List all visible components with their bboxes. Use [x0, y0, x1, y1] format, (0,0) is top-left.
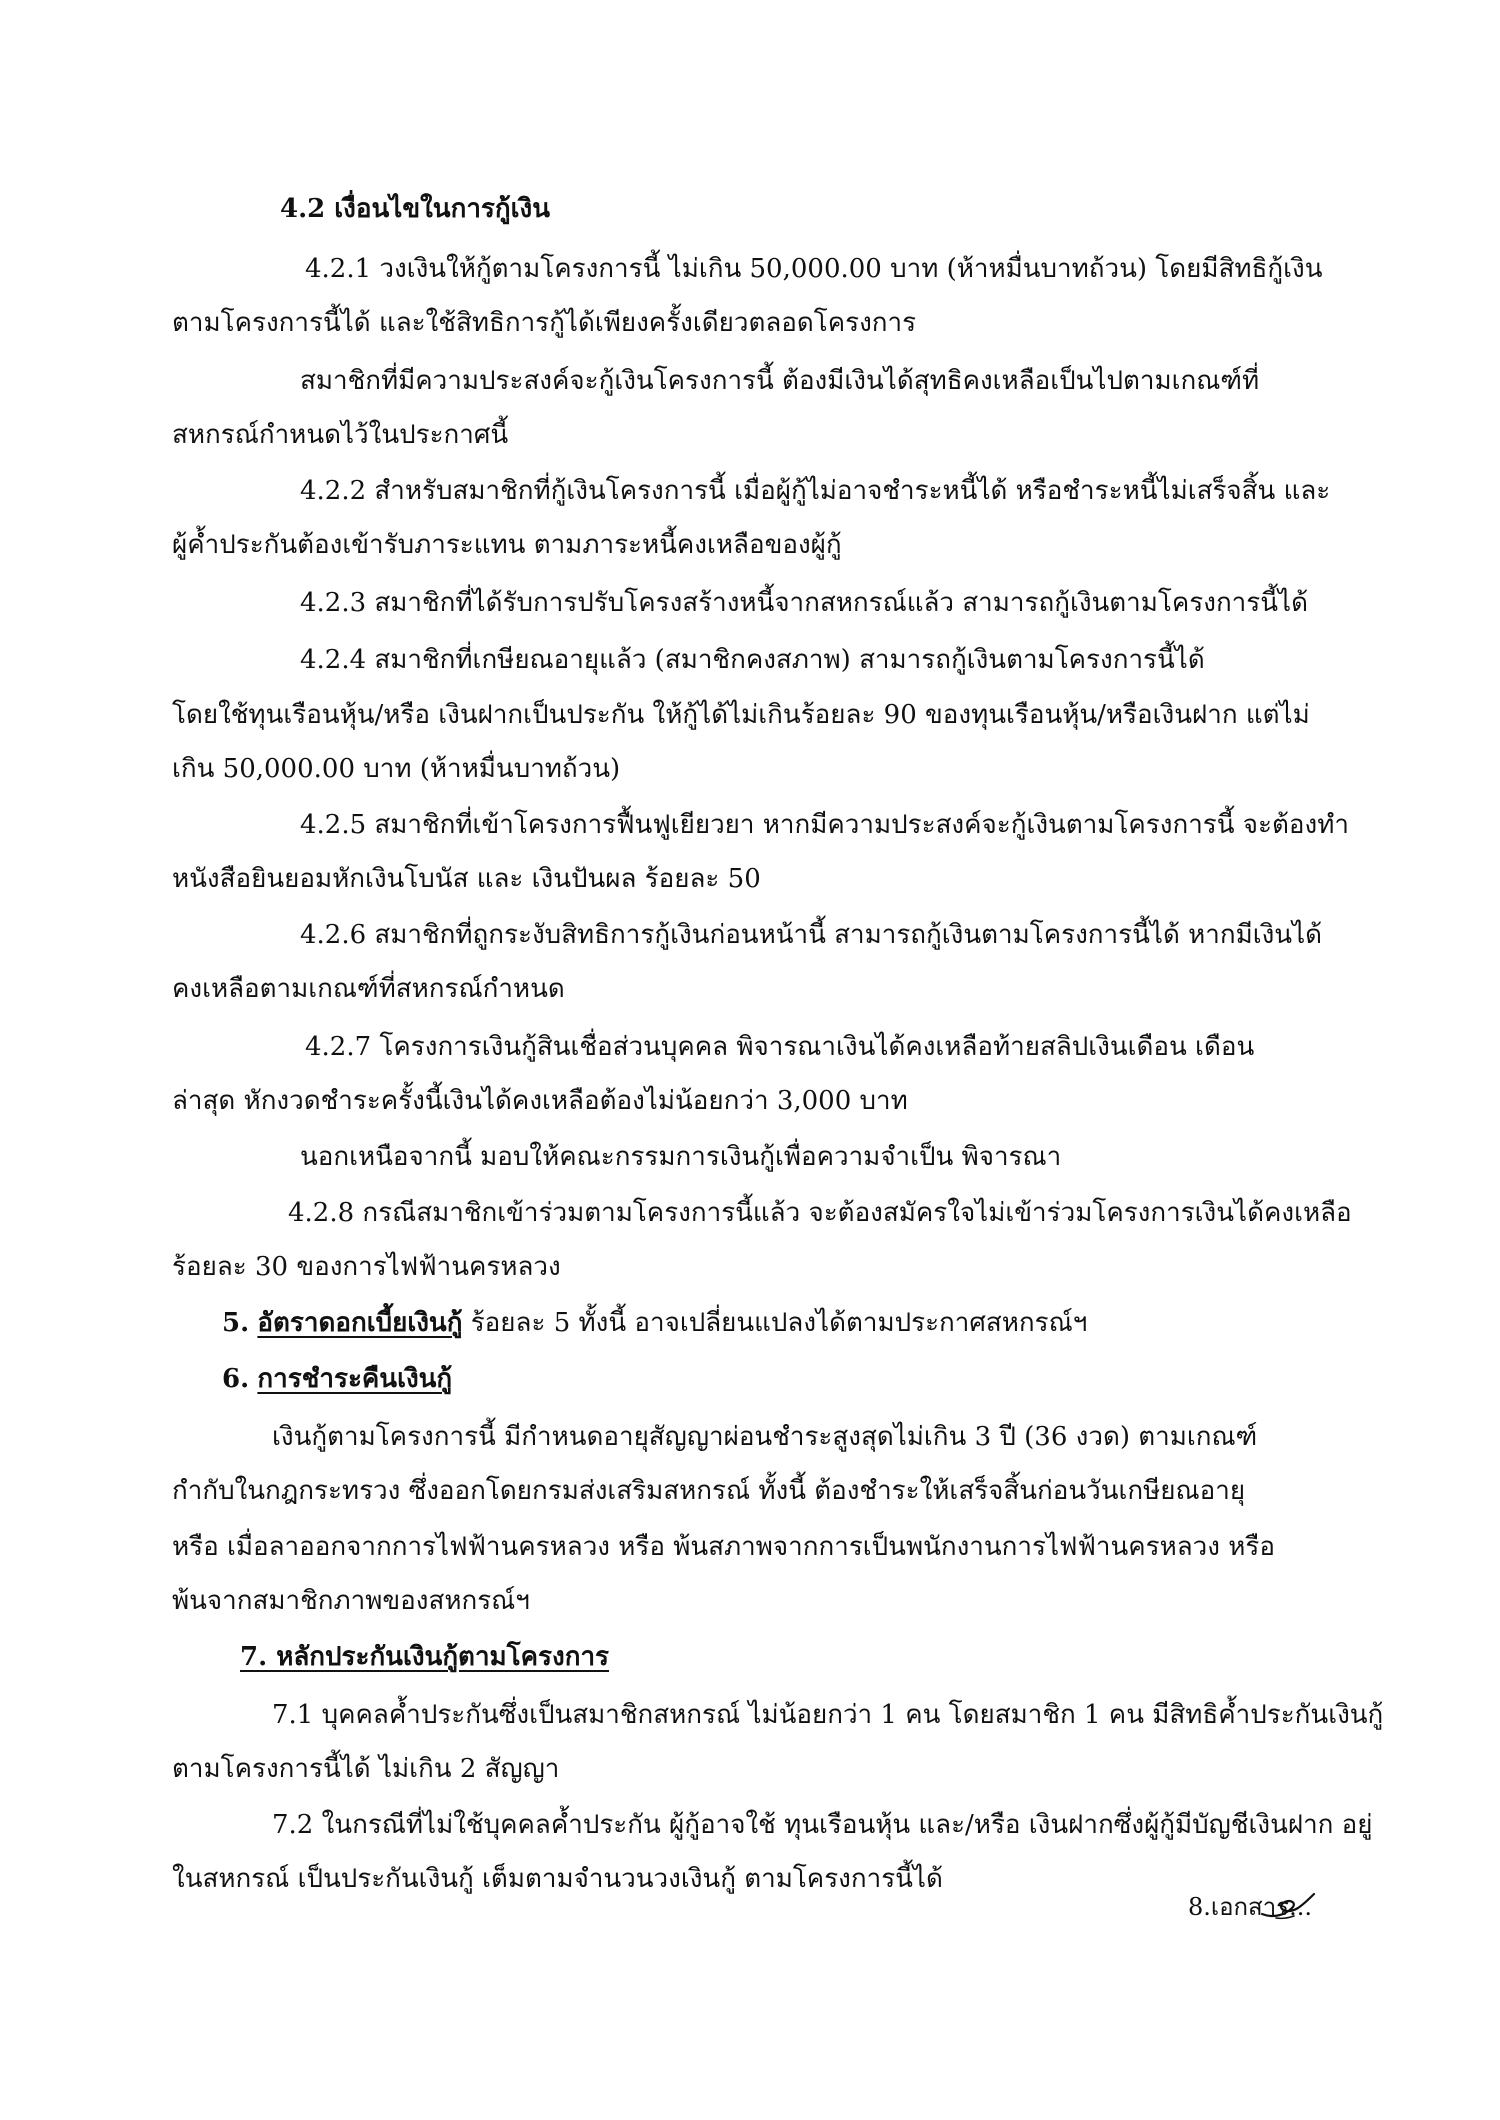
item-4-2-1b-line-1: สมาชิกที่มีความประสงค์จะกู้เงินโครงการนี้ ต้องมีเงินได้สุทธิคงเหลือเป็นไปตามเกณฑ์ที่ [300, 366, 1260, 396]
item-7-1-line-1: 7.1 บุคคลค้ำประกันซึ่งเป็นสมาชิกสหกรณ์ ไม่น้อยกว่า 1 คน โดยสมาชิก 1 คน มีสิทธิค้ำประกันเงินกู้ [272, 1700, 1384, 1730]
item-7-2-line-1: 7.2 ในกรณีที่ไม่ใช้บุคคลค้ำประกัน ผู้กู้อาจใช้ ทุนเรือนหุ้น และ/หรือ เงินฝากซึ่งผู้กู้มีบัญชีเงินฝาก อยู่ [272, 1810, 1373, 1840]
item-4-2-7-line-2: ล่าสุด หักงวดชำระครั้งนี้เงินได้คงเหลือต้องไม่น้อยกว่า 3,000 บาท [172, 1086, 908, 1116]
section-5-text: ร้อยละ 5 ทั้งนี้ อาจเปลี่ยนแปลงได้ตามประกาศสหกรณ์ฯ [462, 1308, 1088, 1338]
section-5-number: 5. [222, 1308, 250, 1338]
item-7-2-line-2: ในสหกรณ์ เป็นประกันเงินกู้ เต็มตามจำนวนวงเงินกู้ ตามโครงการนี้ได้ [172, 1864, 943, 1894]
item-4-2-7b-line-1: นอกเหนือจากนี้ มอบให้คณะกรรมการเงินกู้เพื่อความจำเป็น พิจารณา [300, 1142, 1062, 1172]
page-continuation: 8.เอกสาร... [1188, 1893, 1312, 1921]
section-6-number: 6. [222, 1364, 250, 1394]
section-6-title: การชำระคืนเงินกู้ [257, 1364, 453, 1394]
item-4-2-5-line-2: หนังสือยินยอมหักเงินโบนัส และ เงินปันผล ร้อยละ 50 [172, 864, 761, 894]
section-4-2-heading: 4.2 เงื่อนไขในการกู้เงิน [280, 194, 550, 224]
item-4-2-1b-line-2: สหกรณ์กำหนดไว้ในประกาศนี้ [172, 420, 509, 450]
item-4-2-7-line-1: 4.2.7 โครงการเงินกู้สินเชื่อส่วนบุคคล พิจารณาเงินได้คงเหลือท้ายสลิปเงินเดือน เดือน [305, 1032, 1255, 1062]
section-6-line-2: กำกับในกฎกระทรวง ซึ่งออกโดยกรมส่งเสริมสหกรณ์ ทั้งนี้ ต้องชำระให้เสร็จสิ้นก่อนวันเกษียณอายุ [172, 1476, 1246, 1506]
item-4-2-1-line-1: 4.2.1 วงเงินให้กู้ตามโครงการนี้ ไม่เกิน 50,000.00 บาท (ห้าหมื่นบาทถ้วน) โดยมีสิทธิกู้เงิน [305, 254, 1323, 284]
item-4-2-5-line-1: 4.2.5 สมาชิกที่เข้าโครงการฟื้นฟูเยียวยา หากมีความประสงค์จะกู้เงินตามโครงการนี้ จะต้องทำ [300, 810, 1349, 840]
item-4-2-4-line-1: 4.2.4 สมาชิกที่เกษียณอายุแล้ว (สมาชิกคงสภาพ) สามารถกู้เงินตามโครงการนี้ได้ [300, 645, 1205, 675]
item-4-2-4-line-2: โดยใช้ทุนเรือนหุ้น/หรือ เงินฝากเป็นประกัน ให้กู้ได้ไม่เกินร้อยละ 90 ของทุนเรือนหุ้น/หรือเงินฝาก แต่ไม่ [172, 700, 1310, 730]
item-4-2-1-line-2: ตามโครงการนี้ได้ และใช้สิทธิการกู้ได้เพียงครั้งเดียวตลอดโครงการ [172, 308, 917, 338]
item-4-2-6-line-2: คงเหลือตามเกณฑ์ที่สหกรณ์กำหนด [172, 974, 565, 1004]
item-4-2-2-line-2: ผู้ค้ำประกันต้องเข้ารับภาระแทน ตามภาระหนี้คงเหลือของผู้กู้ [172, 530, 842, 560]
section-6-line-1: เงินกู้ตามโครงการนี้ มีกำหนดอายุสัญญาผ่อนชำระสูงสุดไม่เกิน 3 ปี (36 งวด) ตามเกณฑ์ [272, 1422, 1258, 1452]
item-4-2-8-line-1: 4.2.8 กรณีสมาชิกเข้าร่วมตามโครงการนี้แล้ว จะต้องสมัครใจไม่เข้าร่วมโครงการเงินได้คงเหลือ [288, 1198, 1352, 1228]
section-6-line-4: พ้นจากสมาชิกภาพของสหกรณ์ฯ [172, 1586, 530, 1616]
section-7-heading: 7. หลักประกันเงินกู้ตามโครงการ [240, 1642, 610, 1672]
signature-initial [1258, 1888, 1318, 1922]
item-4-2-3-line-1: 4.2.3 สมาชิกที่ได้รับการปรับโครงสร้างหนี้จากสหกรณ์แล้ว สามารถกู้เงินตามโครงการนี้ได้ [300, 588, 1308, 618]
item-4-2-4-line-3: เกิน 50,000.00 บาท (ห้าหมื่นบาทถ้วน) [172, 754, 621, 784]
item-4-2-8-line-2: ร้อยละ 30 ของการไฟฟ้านครหลวง [172, 1252, 561, 1282]
item-4-2-2-line-1: 4.2.2 สำหรับสมาชิกที่กู้เงินโครงการนี้ เมื่อผู้กู้ไม่อาจชำระหนี้ได้ หรือชำระหนี้ไม่เสร็จสิ้น และ [300, 476, 1331, 506]
section-6-line-3: หรือ เมื่อลาออกจากการไฟฟ้านครหลวง หรือ พ้นสภาพจากการเป็นพนักงานการไฟฟ้านครหลวง หรือ [172, 1532, 1275, 1562]
section-5-title: อัตราดอกเบี้ยเงินกู้ [257, 1308, 463, 1338]
section-5-line [222, 1306, 1087, 1340]
item-7-1-line-2: ตามโครงการนี้ได้ ไม่เกิน 2 สัญญา [172, 1754, 560, 1784]
item-4-2-6-line-1: 4.2.6 สมาชิกที่ถูกระงับสิทธิการกู้เงินก่อนหน้านี้ สามารถกู้เงินตามโครงการนี้ได้ หากมีเงินได้ [300, 920, 1323, 950]
section-6-heading [222, 1362, 452, 1396]
